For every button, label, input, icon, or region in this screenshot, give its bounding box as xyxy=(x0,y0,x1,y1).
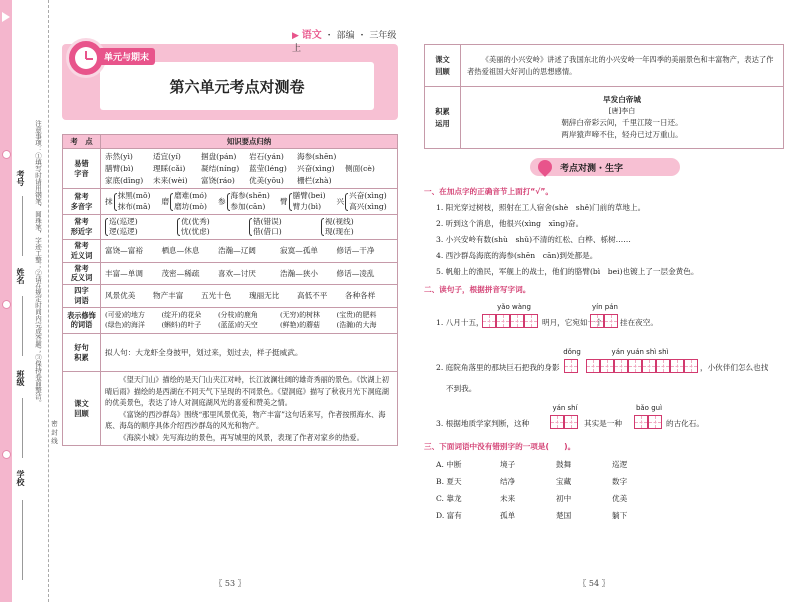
binding-hole-icon xyxy=(2,450,11,459)
choice-word: 初中 xyxy=(556,494,572,503)
poem-author: [唐]李白 xyxy=(608,106,636,115)
polyphone-word: 磨难(mó) xyxy=(174,191,207,201)
sentence-text: 的古化石。 xyxy=(666,419,704,428)
page-number-value: 54 xyxy=(588,579,600,588)
similar-char-group xyxy=(249,217,321,238)
pinyin-word: 掴盘(pán) xyxy=(201,152,237,161)
question-item[interactable]: 1. 阳光穿过树枝，照射在工人宿舍(shè shě)门前的草地上。 xyxy=(436,203,646,212)
id-label: 考号 xyxy=(16,170,26,186)
idiom: 物产丰富 xyxy=(153,291,184,300)
similar-word: 巡(巡逻) xyxy=(109,216,138,226)
poem-line: 朝辞白帝彩云间，千里江陵一日还。 xyxy=(561,118,683,128)
page-number-value: 53 xyxy=(224,579,236,588)
category-cell: 常考 反义词 xyxy=(63,262,101,284)
modifier-phrase: (无穷)的树林 xyxy=(280,310,320,319)
antonym-pair: 修话—凌乱 xyxy=(336,268,375,278)
table-row xyxy=(63,285,398,307)
choice-word: 数字 xyxy=(612,477,628,486)
category-cell: 课文 回顾 xyxy=(63,372,101,446)
pinyin-word: 海参(shēn) xyxy=(297,152,337,161)
page-number: 〖 54 〗 xyxy=(578,579,610,588)
idiom: 五光十色 xyxy=(201,291,232,300)
class-field[interactable] xyxy=(22,398,23,458)
answer-boxes[interactable] xyxy=(590,314,618,328)
choice-word: 宝藏 xyxy=(556,477,572,486)
content-cell xyxy=(101,149,398,189)
sentence-text: ，小伙伴们怎么也找 xyxy=(700,363,769,372)
content-cell xyxy=(101,214,398,240)
subject-name: 语文 xyxy=(301,30,322,41)
polyphone-word: 参加(cān) xyxy=(230,201,266,211)
play-triangle-icon: ▶ xyxy=(292,31,299,41)
seal-line xyxy=(48,0,49,602)
sentence-text: 其实是一种 xyxy=(584,419,622,428)
category-cell: 四字 词语 xyxy=(63,285,101,307)
polyphone-group xyxy=(280,191,336,212)
category-cell: 常考 近义词 xyxy=(63,240,101,262)
modifier-phrase: (蓝蓝)的天空 xyxy=(217,321,258,330)
review-table xyxy=(424,44,784,149)
synonym-pair: 栖息—休息 xyxy=(161,246,200,256)
page-number: 〖 53 〗 xyxy=(214,579,246,588)
pinyin-prompt: yín pán xyxy=(592,303,618,311)
poem-title: 早发白帝城 xyxy=(603,94,641,104)
similar-word: 忧(忧虑) xyxy=(181,227,210,237)
binding-margin xyxy=(0,0,62,602)
notice-text: 注意事项：①填写时请用钢笔、圆珠笔，字迹工整；②请在规定时间内完成答题；③保持卷面整洁。 xyxy=(34,120,42,406)
class-label: 班级 xyxy=(16,370,26,386)
choice-word: 巡逻 xyxy=(612,460,628,469)
pinyin-word xyxy=(345,175,393,187)
question-item[interactable]: 2. 听到这个消息，他很兴(xìng xīng)奋。 xyxy=(436,219,584,228)
content-cell xyxy=(101,285,398,307)
choice-word: 结净 xyxy=(500,477,516,486)
polyphone-word: 膳臂(bei) xyxy=(292,191,326,201)
table-row xyxy=(63,334,398,372)
good-sentence: 拟人句：大龙虾全身披甲，划过来，划过去，样子挺威武。 xyxy=(105,347,303,357)
choice-word: A. 中断 xyxy=(436,460,462,469)
idiom: 高低不平 xyxy=(297,291,328,300)
modifier-phrase: (鲜艳)的蘑菇 xyxy=(280,321,320,330)
table-row xyxy=(63,372,398,446)
category-cell: 表示修饰 的词语 xyxy=(63,307,101,333)
choice-option[interactable] xyxy=(436,456,696,473)
pinyin-word: 富饶(ráo) xyxy=(201,175,235,185)
similar-word: 逻(巡逻) xyxy=(109,227,138,237)
category-cell: 课文 回顾 xyxy=(425,45,461,87)
poem-line: 两岸猿声啼不住，轻舟已过万重山。 xyxy=(561,130,683,140)
pinyin-word: 优美(yōu) xyxy=(249,175,284,185)
pinyin-word: 未来(wèi) xyxy=(153,175,188,185)
polyphone-word: 兴奋(xìng) xyxy=(349,191,387,201)
question-item[interactable]: 4. 西沙群岛海底的海参(shēn cān)到处都是。 xyxy=(436,251,598,260)
content-cell xyxy=(101,372,398,446)
table-row xyxy=(63,262,398,284)
sentence-text: 2. 庭院角落里的那块巨石把我的身影 xyxy=(436,363,560,372)
table-row xyxy=(63,307,398,333)
left-page xyxy=(62,0,398,602)
choice-list xyxy=(436,456,696,524)
table-row xyxy=(63,214,398,240)
pinyin-prompt: yǎo wàng xyxy=(497,303,531,311)
right-page xyxy=(424,0,784,602)
modifier-phrase: (可爱)的地方 xyxy=(105,310,145,319)
pinyin-word: 岩石(yán) xyxy=(249,152,284,161)
name-field[interactable] xyxy=(22,296,23,356)
section-title: 考点对测・生字 xyxy=(560,164,624,174)
choice-word: 躺下 xyxy=(612,511,628,520)
pinyin-word xyxy=(345,151,393,163)
question-heading: 二、读句子，根据拼音写字词。 xyxy=(424,285,531,294)
polyphone-char: 臂 xyxy=(280,196,288,206)
pinyin-prompt: dǒng xyxy=(563,348,581,356)
antonym-pair: 茂密—稀疏 xyxy=(161,268,200,278)
sentence-text: 不到我。 xyxy=(446,384,477,393)
polyphone-char: 磨 xyxy=(161,196,170,206)
choice-word: 鼓舞 xyxy=(556,460,572,469)
similar-word: 现(现在) xyxy=(325,227,354,237)
table-row xyxy=(63,240,398,262)
binding-hole-icon xyxy=(2,300,11,309)
similar-word: 错(错误) xyxy=(253,216,282,226)
school-label: 学校 xyxy=(16,470,26,486)
pinyin-word: 膳臂(bì) xyxy=(105,163,134,173)
idiom: 风景优美 xyxy=(105,291,136,300)
antonym-pair: 喜欢—讨厌 xyxy=(217,268,256,278)
page-title: 第六单元考点对测卷 xyxy=(169,78,305,96)
polyphone-char: 参 xyxy=(217,196,226,206)
modifier-phrase: (分枝)的鹿角 xyxy=(217,310,258,319)
question-heading: 一、在加点字的正确音节上面打“√”。 xyxy=(424,187,553,196)
modifier-phrase: (浩瀚)的大海 xyxy=(336,321,377,330)
pinyin-word: 兴奋(xìng) xyxy=(297,163,335,173)
content-cell xyxy=(101,189,398,215)
antonym-pair: 丰富—单调 xyxy=(105,268,143,278)
choice-word: 未来 xyxy=(500,494,516,503)
choice-word: 楚国 xyxy=(556,511,572,520)
pinyin-word: 家底(dǐng) xyxy=(105,175,144,185)
title-box xyxy=(100,62,374,110)
category-cell: 易错 字音 xyxy=(63,149,101,189)
polyphone-word: 高兴(xìng) xyxy=(349,201,387,211)
similar-char-group xyxy=(105,217,177,238)
polyphone-word: 海参(shēn) xyxy=(230,191,270,201)
similar-word: 优(优秀) xyxy=(181,216,210,226)
content-cell xyxy=(101,240,398,262)
polyphone-group xyxy=(161,191,217,212)
choice-word: 优美 xyxy=(612,494,628,503)
category-cell: 常考 多音字 xyxy=(63,189,101,215)
subject-grade-label xyxy=(292,26,398,54)
content-cell xyxy=(101,334,398,372)
modifier-phrase: (绿色)的海洋 xyxy=(105,321,145,330)
pinyin-prompt: bǎo guì xyxy=(635,404,663,412)
choice-option[interactable] xyxy=(436,490,696,507)
play-triangle-icon xyxy=(2,12,10,22)
pinyin-word: 凝结(níng) xyxy=(201,163,240,173)
polyphone-word: 抹黑(mǒ) xyxy=(117,191,151,201)
polyphone-char: 兴 xyxy=(336,196,345,206)
content-cell xyxy=(101,262,398,284)
synonym-pair: 修话—干净 xyxy=(336,246,375,256)
sentence-text: 挂在夜空。 xyxy=(620,318,658,327)
name-label: 姓名 xyxy=(16,268,26,284)
question-heading: 三、下面词语中没有错别字的一项是( )。 xyxy=(424,442,576,451)
table-header-cell: 知识要点归纳 xyxy=(101,135,398,149)
section-header xyxy=(530,158,680,176)
pinyin-word: 适宜(yí) xyxy=(153,152,181,161)
synonym-pair: 浩瀚—辽阔 xyxy=(217,246,256,256)
synonym-pair: 富饶—富裕 xyxy=(105,246,143,256)
pinyin-prompt: yán shí xyxy=(552,404,578,412)
choice-word: C. 靠龙 xyxy=(436,494,462,503)
table-row xyxy=(425,45,784,87)
review-paragraph: 《海滨小城》先写海边的景色，再写城里的风景，表现了作者对家乡的热爱。 xyxy=(119,432,364,442)
table-row xyxy=(425,87,784,149)
similar-word: 视(视线) xyxy=(325,216,354,226)
similar-word: 借(借口) xyxy=(253,227,282,237)
pinyin-word: 赤然(yì) xyxy=(105,152,133,161)
answer-boxes[interactable] xyxy=(482,314,538,328)
choice-option[interactable] xyxy=(436,507,696,524)
modifier-phrase: (绽开)的花朵 xyxy=(161,310,202,319)
category-cell: 常考 形近字 xyxy=(63,214,101,240)
polyphone-word: 抹布(mā) xyxy=(117,201,151,211)
modifier-phrase: (宝贵)的肥料 xyxy=(336,310,377,319)
modifier-phrase: (蝌蚪)的叶子 xyxy=(161,321,202,330)
id-field[interactable] xyxy=(22,196,23,256)
polyphone-group xyxy=(218,191,280,212)
answer-boxes[interactable] xyxy=(634,415,662,429)
pinyin-word: 栅栏(zhà) xyxy=(297,175,332,185)
table-row xyxy=(63,149,398,189)
pinyin-word: 蓝莹(léng) xyxy=(249,163,287,173)
separator: ・ xyxy=(357,31,367,41)
answer-boxes[interactable] xyxy=(564,359,578,373)
review-paragraph: 《富饶的西沙群岛》围绕“那里风景优美，物产丰富”这句话来写，作者按照海水、海底、海岛的顺序具体介绍西沙群岛的风光和物产。 xyxy=(105,409,386,431)
table-header-cell: 考 点 xyxy=(63,135,101,149)
pinyin-word: 侧面(cè) xyxy=(345,163,375,173)
answer-boxes[interactable] xyxy=(586,359,698,373)
polyphone-group xyxy=(337,191,393,212)
knowledge-table xyxy=(62,134,398,446)
synonym-pair: 寂寞—孤单 xyxy=(280,246,319,256)
polyphone-char: 抹 xyxy=(105,196,113,206)
seal-text: 密 封 线 xyxy=(50,420,58,444)
school-field[interactable] xyxy=(22,500,23,580)
polyphone-word: 臂力(bì) xyxy=(292,201,322,211)
poem-cell xyxy=(461,87,784,149)
pinyin-prompt: yán yuán shì shì xyxy=(611,348,669,356)
question-item[interactable]: 5. 帆船上的渔民，军舰上的战士，他们的胳臂(bì bei)也镀上了一层金黄色。 xyxy=(436,267,699,276)
polyphone-group xyxy=(105,191,161,212)
choice-word: 孤单 xyxy=(500,511,516,520)
sentence-text: 明月，它宛如一个 xyxy=(542,318,603,327)
table-header-row xyxy=(63,135,398,149)
antonym-pair: 浩瀚—狭小 xyxy=(280,268,319,278)
choice-word: 境子 xyxy=(500,460,516,469)
unit-label: 单元与期末 xyxy=(98,48,155,65)
binding-hole-icon xyxy=(2,150,11,159)
separator: ・ xyxy=(324,31,334,41)
table-row xyxy=(63,189,398,215)
choice-word: D. 富有 xyxy=(436,511,462,520)
similar-char-group xyxy=(177,217,249,238)
sentence-text: 3. 根据地质学家判断，这种 xyxy=(436,419,530,428)
choice-word: B. 夏天 xyxy=(436,477,462,486)
content-cell xyxy=(101,307,398,333)
content-cell: 《美丽的小兴安岭》讲述了我国东北的小兴安岭一年四季的美丽景色和丰富物产，表达了作者热爱祖国大好河山的思想感情。 xyxy=(461,45,784,87)
idiom: 瑰丽无比 xyxy=(249,291,280,300)
polyphone-word: 磨坊(mò) xyxy=(174,201,207,211)
edition-name: 部编 xyxy=(336,31,355,41)
grade-name: 三年级上 xyxy=(292,31,397,54)
answer-boxes[interactable] xyxy=(550,415,578,429)
sentence-text: 1. 八月十五， xyxy=(436,318,484,327)
review-paragraph: 《望天门山》描绘的是天门山夹江对峙，长江波澜壮阔的雄奇秀丽的景色。《饮湖上初晴后雨》描绘的是西湖在不同天气下呈现的不同景色。《望洞庭》描写了秋夜月光下洞庭湖的优美景色，表达了诗人对洞庭湖风光的喜爱和赞美之情。 xyxy=(105,375,389,408)
similar-char-group xyxy=(321,217,393,238)
question-item[interactable]: 3. 小兴安岭有数(shù shǔ)不清的红松、白桦、栎树…… xyxy=(436,235,631,244)
idiom: 各种各样 xyxy=(345,291,376,300)
choice-option[interactable] xyxy=(436,473,696,490)
category-cell: 积累 运用 xyxy=(425,87,461,149)
pinyin-word: 理睬(cǎi) xyxy=(153,163,186,173)
category-cell: 好句 积累 xyxy=(63,334,101,372)
